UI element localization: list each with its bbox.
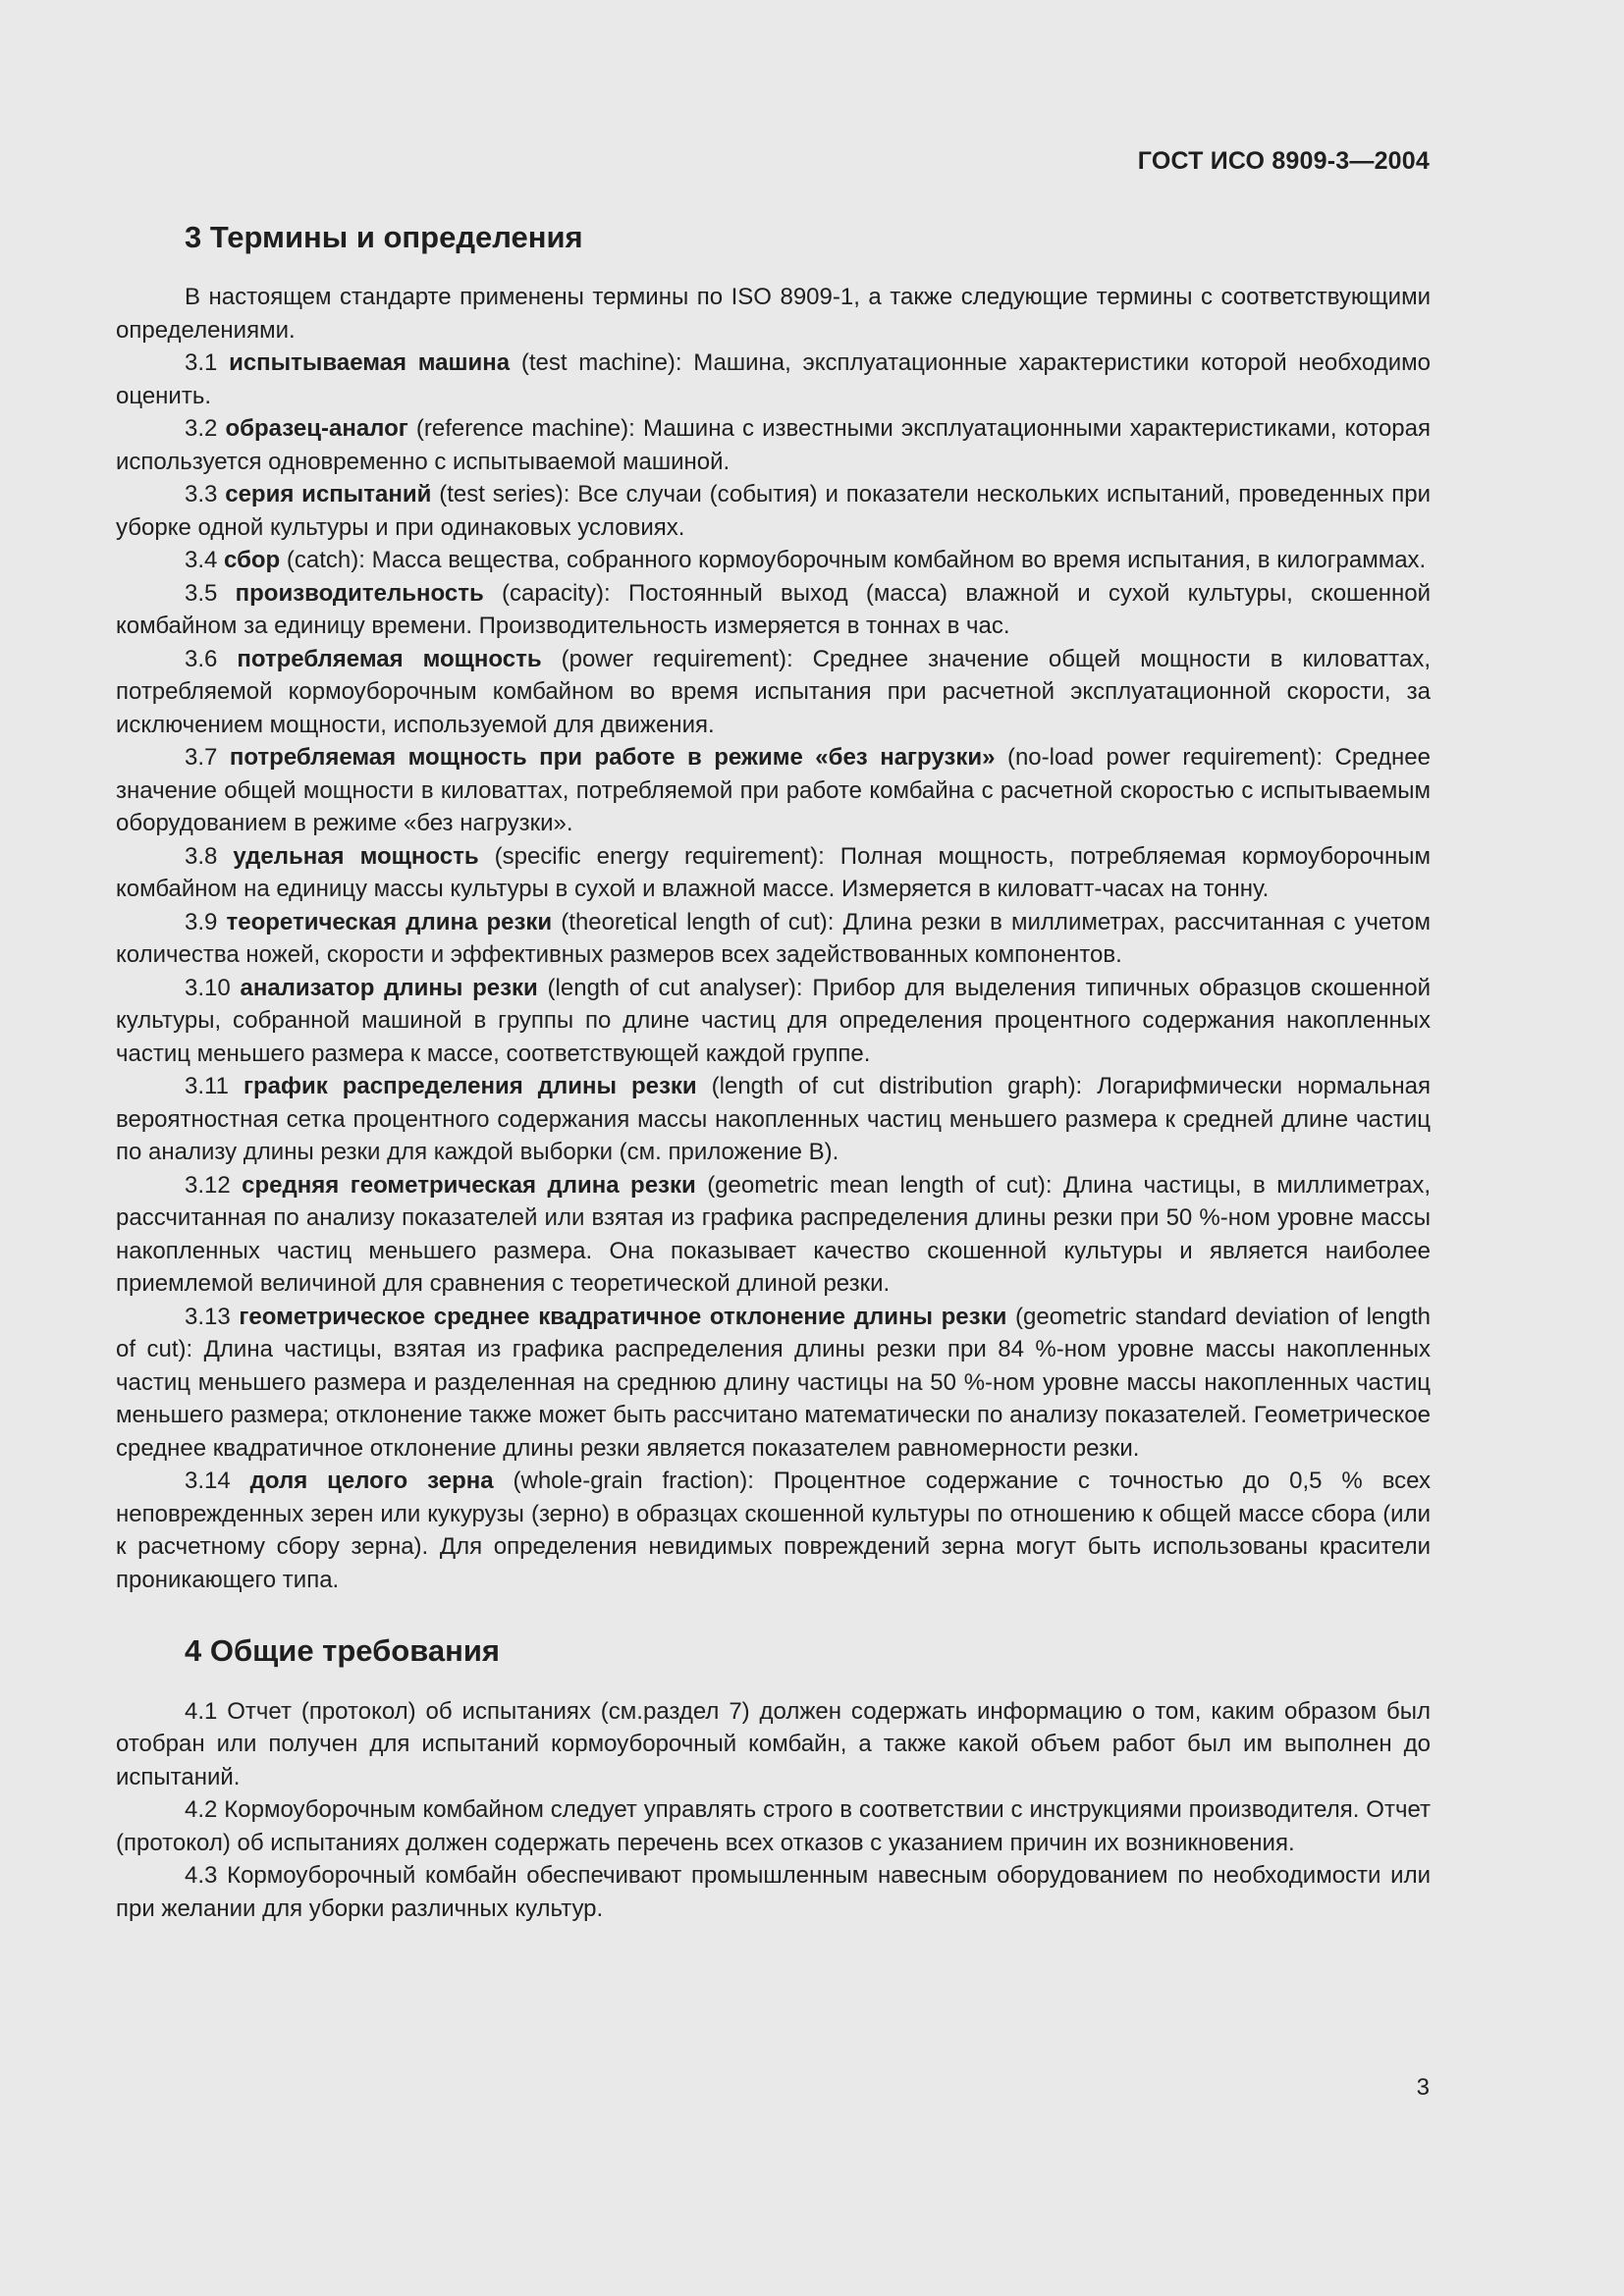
term-definition [116,972,1431,1071]
term-definition [116,906,1431,972]
terms-list [116,347,1431,1596]
term-number: 3.5 [185,579,236,607]
page-number: 3 [1416,2074,1430,2101]
term-definition [116,412,1431,478]
term-text: (geometric mean length of cut): Длина частицы, в миллиметрах, рассчитанная по анализу показателей или взятая из графика распределения длины резки при 50 %-ном уровне массы накопленных частиц меньшего размера. Она показывает качество скошенной культуры и является наиболее приемлемой величиной для сравнения с теоретической длиной резки. [116,1171,1431,1298]
requirement-item: 4.1 Отчет (протокол) об испытаниях (см.раздел 7) должен содержать информацию о том, каким образом был отобран или получен для испытаний кормоуборочный комбайн, а также какой объем работ был им выполнен до испытаний. [116,1697,1431,1790]
term-number: 3.8 [185,842,234,870]
term-number: 3.6 [185,645,238,672]
term-definition [116,1169,1431,1301]
term-name: производительность [235,579,484,607]
term-definition [116,840,1431,906]
term-definition [116,1465,1431,1596]
term-text: (geometric standard deviation of length of cut): Длина частицы, взятая из графика распределения длины резки при 84 %-ном уровне массы накопленных частиц меньшего размера и разделенная на среднюю длину частицы на 50 %-ном уровне массы накопленных частиц меньшего размера; отклонение также может быть рассчитано математически по анализу показателей. Геометрическое среднее квадратичное отклонение длины резки является показателем равномерности резки. [116,1303,1431,1462]
term-name: график распределения длины резки [243,1073,697,1100]
term-text: (reference machine): Машина с известными эксплуатационными характеристиками, которая используется одновременно с испытываемой машиной. [116,415,1431,475]
term-definition [116,347,1431,412]
term-definition [116,1301,1431,1466]
term-number: 3.9 [185,908,227,935]
term-name: геометрическое среднее квадратичное отклонение длины резки [239,1303,1007,1330]
section-3-title: 3 Термины и определения [185,220,583,254]
term-name: потребляемая мощность [237,645,542,672]
term-text: (test series): Все случаи (события) и показатели нескольких испытаний, проведенных при уборке одной культуры и при одинаковых условиях. [116,481,1432,541]
term-text: (length of cut distribution graph): Логарифмически нормальная вероятностная сетка процентного содержания массы накопленных частиц меньшего размера к средней длине частиц по анализу длины резки для каждой выборки (см. приложение В). [116,1073,1431,1166]
term-name: серия испытаний [225,481,432,508]
term-definition [116,478,1431,544]
term-definition [116,544,1431,577]
term-name: доля целого зерна [249,1468,494,1495]
section-4-title: 4 Общие требования [185,1633,500,1669]
term-number: 3.14 [185,1468,250,1495]
requirement-item: 4.2 Кормоуборочным комбайном следует управлять строго в соответствии с инструкциями производителя. Отчет (протокол) об испытаниях должен содержать перечень всех отказов с указанием причин их возникновения. [116,1796,1431,1856]
term-text: (power requirement): Среднее значение общей мощности в киловаттах, потребляемой кормоуборочным комбайном во время испытания при расчетной эксплуатационной скорости, за исключением мощности, используемой для движения. [116,645,1432,738]
term-number: 3.10 [185,974,241,1001]
term-number: 3.1 [185,349,230,377]
term-name: сбор [224,547,281,574]
term-definition [116,643,1431,742]
term-name: анализатор длины резки [240,974,538,1001]
term-name: удельная мощность [233,842,479,870]
section-3-intro: В настоящем стандарте применены термины по ISO 8909-1, а также следующие термины с соответствующими определениями. [116,284,1431,344]
term-text: (whole-grain fraction): Процентное содержание с точностью до 0,5 % всех неповрежденных зерен или кукурузы (зерно) в образцах скошенной культуры по отношению к общей массе сбора (или к расчетному сбору зерна). Для определения невидимых повреждений зерна могут быть использованы красители проникающего типа. [116,1468,1431,1593]
term-number: 3.4 [185,547,225,574]
term-text: (specific energy requirement): Полная мощность, потребляемая кормоуборочным комбайном на единицу массы культуры в сухой и влажной массе. Измеряется в киловатт-часах на тонну. [116,842,1431,903]
term-name: средняя геометрическая длина резки [242,1171,696,1199]
term-name: образец-аналог [225,415,408,443]
term-name: испытываемая машина [229,349,511,377]
term-text: (no-load power requirement): Среднее значение общей мощности в киловаттах, потребляемой при работе комбайна с расчетной скоростью с испытываемым оборудованием в режиме «без нагрузки». [116,744,1431,837]
term-definition [116,577,1431,643]
term-text: (catch): Масса вещества, собранного кормоуборочным комбайном во время испытания, в килограммах. [280,547,1427,574]
document-code-header: ГОСТ ИСО 8909-3—2004 [1137,147,1430,175]
term-text: (capacity): Постоянный выход (масса) влажной и сухой культуры, скошенной комбайном за единицу времени. Производительность измеряется в тоннах в час. [116,579,1432,640]
requirement-item: 4.3 Кормоуборочный комбайн обеспечивают промышленным навесным оборудованием по необходимости или при желании для уборки различных культур. [116,1862,1431,1922]
term-number: 3.11 [185,1073,244,1100]
term-number: 3.13 [185,1303,240,1330]
term-number: 3.3 [185,481,226,508]
term-number: 3.2 [185,415,226,443]
term-definition [116,741,1431,840]
page-content [116,218,1431,1925]
term-text: (test machine): Машина, эксплуатационные характеристики которой необходимо оценить. [116,349,1432,409]
requirements-list [116,1695,1431,1926]
term-number: 3.7 [185,744,230,772]
term-name: теоретическая длина резки [226,908,553,935]
term-definition [116,1070,1431,1169]
term-name: потребляемая мощность при работе в режиме «без нагрузки» [229,744,996,772]
term-number: 3.12 [185,1171,243,1199]
term-text: (length of cut analyser): Прибор для выделения типичных образцов скошенной культуры, собранной машиной в группы по длине частиц для определения процентного содержания накопленных частиц меньшего размера к массе, соответствующей каждой группе. [116,974,1431,1067]
term-text: (theoretical length of cut): Длина резки в миллиметрах, рассчитанная с учетом количества ножей, скорости и эффективных размеров всех задействованных компонентов. [116,908,1431,969]
